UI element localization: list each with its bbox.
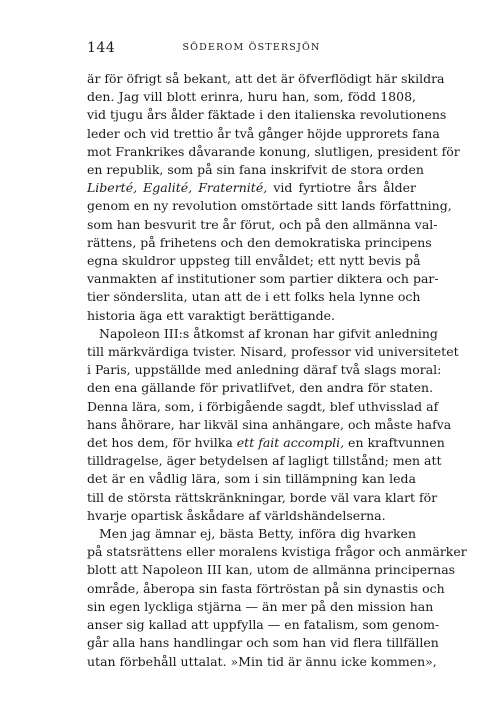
text-line: sin egen lyckliga stjärna — än mer på den mission han [87, 598, 434, 614]
italic-phrase: Liberté, Egalité, Fraternité, [87, 180, 268, 196]
text-line: hvarje opartisk åskådare af världshändelserna. [87, 507, 386, 523]
text-line: genom en ny revolution omstörtade sitt lands författning, [87, 198, 452, 214]
text-line: tier sönderslita, utan att de i ett folks hela lynne och [87, 289, 421, 305]
text-line: hans åhörare, har likväl sina anhängare, och måste hafva [87, 416, 452, 432]
text-line: vid tjugu års ålder fäktade i den italienska revolutionens [87, 107, 447, 123]
text-line: tilldragelse, äger betydelsen af lagligt tillstånd; men att [87, 453, 442, 469]
text-line: det är en vådlig lära, som i sin tillämpning kan leda [87, 471, 416, 487]
text-line: leder och vid trettio år två gånger höjde upprorets fana [87, 125, 440, 141]
text-line: mot Frankrikes dåvarande konung, slutligen, president för [87, 143, 460, 159]
text-line: på statsrättens eller moralens kvistiga frågor och anmärker [87, 544, 467, 560]
page-header [87, 40, 416, 62]
text-line: är för öfrigt så bekant, att det är öfverflödigt här skildra [87, 71, 445, 86]
text-line: anser sig kallad att uppfylla — en fatalism, som genom- [87, 617, 440, 633]
text-line: egna skuldror uppsteg till envåldet; ett nytt bevis på [87, 253, 421, 269]
text-line: till de största rättskränkningar, borde väl vara klart för [87, 489, 438, 505]
page-number: 144 [87, 40, 116, 56]
text-line: i Paris, uppställde med anledning däraf två slags moral: [87, 362, 442, 378]
text-line: utan förbehåll uttalat. »Min tid är ännu icke kommen», [87, 653, 437, 669]
text-line: Denna lära, som, i förbigående sagdt, blef uthvisslad af [87, 398, 439, 414]
text-line: den. Jag vill blott erinra, huru han, som, född 1808, [87, 89, 416, 105]
text-line: blott att Napoleon III kan, utom de allmänna principernas [87, 562, 456, 578]
text-line: en republik, som på sin fana inskrifvit de stora orden [87, 162, 424, 178]
text-line: vanmakten af institutioner som partier diktera och par- [87, 271, 439, 287]
italic-phrase: ett fait accompli, [236, 435, 345, 451]
text-line: den ena gällande för privatlifvet, den andra för staten. [87, 380, 434, 396]
text-line: Liberté, Egalité, Fraternité, vid fyrtiotre års ålder [87, 180, 416, 196]
text-line: Men jag ämnar ej, bästa Betty, införa dig hvarken [99, 526, 416, 542]
text-line: som han besvurit tre år förut, och på den allmänna val- [87, 216, 438, 232]
text-line: historia äga ett varaktigt berättigande. [87, 307, 335, 323]
body-text [87, 70, 467, 671]
text-line: rättens, på frihetens och den demokratiska principens [87, 234, 432, 250]
text-line: område, åberopa sin fasta förtröstan på sin dynastis och [87, 580, 445, 596]
running-head: SÖDEROM ÖSTERSJÖN [182, 42, 321, 53]
text-line: går alla hans handlingar och som han vid flera tillfällen [87, 635, 439, 651]
text-line: det hos dem, för hvilka ett fait accompli, en kraftvunnen [87, 435, 445, 451]
text-line: Napoleon III:s åtkomst af kronan har gifvit anledning [99, 325, 438, 341]
book-page [87, 40, 467, 671]
text-line: till märkvärdiga tvister. Nisard, professor vid universitetet [87, 344, 459, 360]
